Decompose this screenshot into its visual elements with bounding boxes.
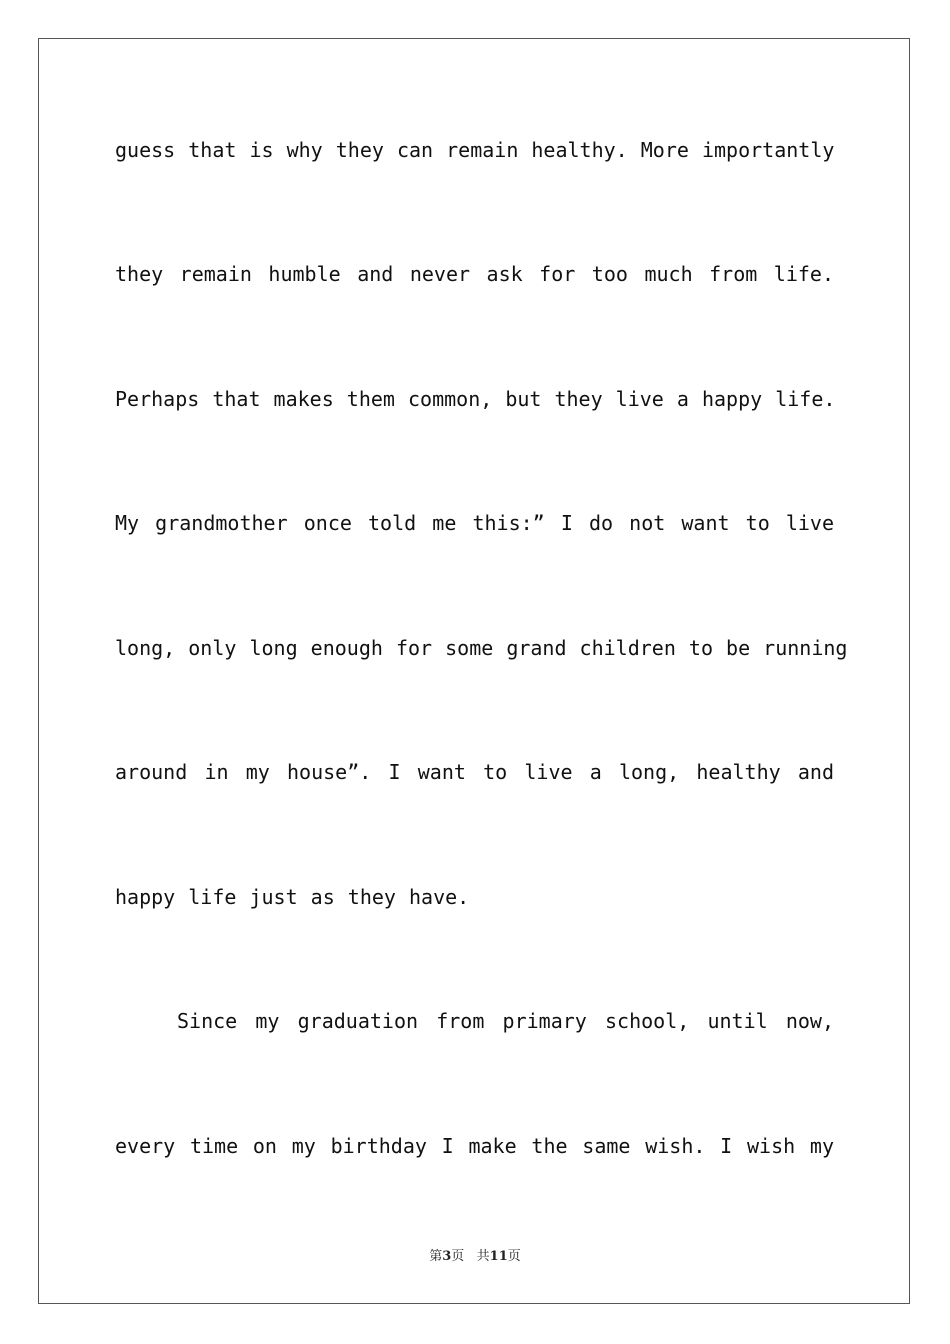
text-line: happy life just as they have. (115, 885, 470, 909)
text-line: Perhaps that makes them common, but they live a happy life. (115, 387, 836, 411)
footer-middle: 页 共 (451, 1249, 490, 1264)
text-line: around in my house”. I want to live a long, healthy and (115, 760, 834, 784)
paragraph-first-line: Since my graduation from primary school, until now, (177, 1009, 834, 1033)
text-line: guess that is why they can remain healthy. More importantly (115, 138, 835, 162)
page-border (38, 38, 910, 1304)
page-footer (0, 1248, 950, 1266)
footer-page-number: 3 (442, 1249, 452, 1264)
footer-total-pages: 11 (489, 1249, 508, 1264)
text-line: every time on my birthday I make the same wish. I wish my (115, 1134, 834, 1158)
text-line: long, only long enough for some grand children to be running (115, 636, 848, 660)
text-line: My grandmother once told me this:” I do not want to live (115, 511, 834, 535)
footer-suffix: 页 (507, 1249, 521, 1264)
footer-prefix: 第 (429, 1249, 443, 1264)
text-line: they remain humble and never ask for too much from life. (115, 262, 834, 286)
